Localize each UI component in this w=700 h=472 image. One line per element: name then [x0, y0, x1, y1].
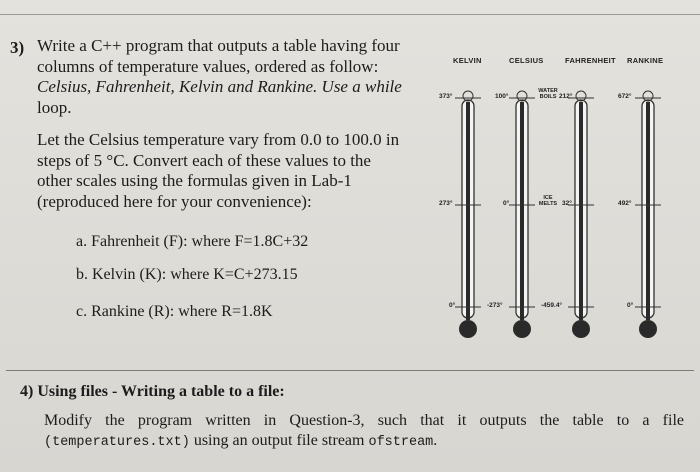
- question-3-text: [37, 36, 417, 212]
- q3-body-line-1: Let the Celsius temperature vary from 0.0 to 100.0 in: [37, 130, 400, 149]
- label-fahrenheit-212: 212°: [559, 93, 573, 100]
- thermometer-diagram: [425, 48, 695, 363]
- q3-intro-line-4: loop.: [37, 97, 72, 117]
- q3-intro-line-3: Celsius, Fahrenheit, Kelvin and Rankine. Use a while: [37, 77, 402, 96]
- header-kelvin: KELVIN: [453, 56, 482, 65]
- formula-kelvin: b. Kelvin (K): where K=C+273.15: [76, 266, 298, 283]
- question-4-text: [44, 411, 684, 453]
- label-kelvin-373: 373°: [439, 93, 453, 100]
- header-fahrenheit: FAHRENHEIT: [565, 56, 616, 65]
- q3-body-line-4: (reproduced here for your convenience):: [37, 191, 312, 211]
- label-fahrenheit-32: 32°: [562, 200, 572, 207]
- q3-intro-line-2: columns of temperature values, ordered as follow:: [37, 56, 379, 76]
- label-celsius-minus-273: -273°: [487, 302, 503, 309]
- label-fahrenheit-minus-459: -459.4°: [541, 302, 563, 309]
- q4-text-2: using an output file stream: [189, 432, 369, 449]
- q3-body-line-2: steps of 5 °C. Convert each of these values to the: [37, 150, 371, 170]
- header-celsius: CELSIUS: [509, 56, 544, 65]
- label-ice-melts: ICE MELTS: [538, 195, 558, 207]
- label-celsius-0: 0°: [503, 200, 510, 207]
- q4-code-filename: (temperatures.txt): [44, 435, 190, 450]
- section-divider: [6, 370, 694, 371]
- label-kelvin-273: 273°: [439, 200, 453, 207]
- q4-code-ofstream: ofstream: [368, 435, 434, 450]
- label-celsius-100: 100°: [495, 93, 509, 100]
- q3-intro-line-1: Write a C++ program that outputs a table having four: [37, 36, 400, 55]
- q3-body-line-3: other scales using the formulas given in Lab-1: [37, 171, 352, 190]
- question-4-title: 4) Using files - Writing a table to a file:: [20, 383, 285, 400]
- q4-text-3: .: [433, 432, 438, 449]
- formula-fahrenheit: a. Fahrenheit (F): where F=1.8C+32: [76, 233, 309, 250]
- label-rankine-0: 0°: [627, 302, 634, 309]
- label-water-boils: WATER BOILS: [538, 88, 558, 100]
- label-rankine-672: 672°: [618, 93, 632, 100]
- label-kelvin-0: 0°: [449, 302, 456, 309]
- question-3-number: 3): [10, 38, 25, 57]
- q4-text-1: Modify the program written in Question-3, such that it outputs the table to a file: [44, 412, 684, 429]
- header-rankine: RANKINE: [627, 56, 664, 65]
- top-rule: [0, 14, 700, 15]
- label-rankine-492: 492°: [618, 200, 632, 207]
- formula-rankine: c. Rankine (R): where R=1.8K: [76, 303, 273, 320]
